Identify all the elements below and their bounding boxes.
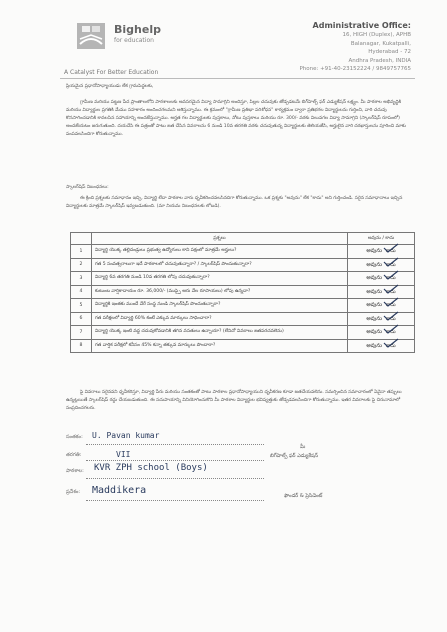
signature-value[interactable]: U. Pavan kumar (92, 431, 160, 440)
answer-no[interactable] (386, 329, 396, 336)
row-question: గత వార్షిక పరీక్షలో కనీసం 45% కన్నా తక్కువ మార్కులు పొందారా? (92, 339, 348, 353)
tick-mark-icon (383, 270, 399, 280)
row-answer[interactable] (348, 285, 415, 299)
closing-line: మీ (300, 444, 306, 450)
row-question: విద్యార్థి 6వ తరగతి నుండి 10వ తరగతి లోపు చదువుతున్నారా? (92, 272, 348, 286)
row-number: 6 (71, 312, 92, 326)
answer-yes[interactable]: అవును (366, 329, 383, 336)
tick-mark-icon (383, 257, 399, 267)
answer-no[interactable] (386, 262, 396, 269)
row-answer[interactable] (348, 299, 415, 313)
tick-mark-icon (383, 338, 399, 348)
answer-no[interactable] (386, 316, 396, 323)
answer-yes[interactable]: అవును (366, 288, 383, 295)
tick-mark-icon (383, 297, 399, 307)
table-row (71, 312, 415, 326)
place-value[interactable]: Maddikera (92, 485, 147, 496)
row-answer[interactable] (348, 245, 415, 259)
row-number: 3 (71, 272, 92, 286)
row-question: కుటుంబ వార్షికాదాయం రూ. 36,000/- (ముప్పై ఆరు వేల రూపాయలు) లోపు ఉన్నదా? (92, 285, 348, 299)
place-label: ప్రదేశం: (66, 489, 81, 495)
row-question: విద్యార్థి యొక్క తల్లిదండ్రులు ప్రభుత్వ ఉద్యోగులు కాని పక్షంలో మాత్రమే అర్హులు? (92, 245, 348, 259)
answer-no[interactable] (386, 275, 396, 282)
brand-name: Bighelp (114, 23, 161, 36)
office-phone: Phone: +91-40-23152224 / 9849757765 (299, 66, 411, 73)
tick-mark-icon (383, 243, 399, 253)
brand-tagline: A Catalyst For Better Education (64, 69, 159, 76)
answer-yes[interactable]: అవును (366, 342, 383, 349)
instructions-paragraph: ఈ క్రింది ప్రశ్నలకు సమాధానం ఇచ్చి, విద్యార్థి లేదా పాఠశాల వారు ధృవీకరించవలసినదిగా కోరుతున్నాము. ఒక ప్రశ్నకు "అవును" లేక "కాదు" అని గుర్తించండి. సరైన సమాధానాలు ఇచ్చిన విద్యార్థులకు మాత్రమే స్కాలర్‌షిప్ ఇవ్వబడుతుంది. (మా నియమ నిబంధనలకు లోబడి). (66, 196, 403, 210)
row-number: 5 (71, 299, 92, 313)
row-answer[interactable] (348, 258, 415, 272)
header-divider (60, 78, 415, 79)
declaration-paragraph: పై వివరాలు సరైనవని ధృవీకరిస్తూ, విద్యార్థి పేరు మరియు సంతకంతో పాటు పాఠశాల ప్రధానోపాధ్యాయుని ధృవీకరణ కూడా జతచేయవలెను. సమర్పించిన సమాచారంలో ఏవైనా తప్పులు ఉన్నట్లయితే స్కాలర్‌షిప్ రద్దు చేయబడుతుంది. ఈ సదుపాయాన్ని వినియోగించుకొని మీ పాఠశాల విద్యార్థుల భవిష్యత్తుకు తోడ్పడవలసిందిగా కోరుతున్నాము. ఇతర వివరాలకు పై చిరునామాలో సంప్రదించగలరు. (66, 390, 402, 412)
table-row (71, 326, 415, 340)
table-row (71, 299, 415, 313)
row-answer[interactable] (348, 326, 415, 340)
row-number: 1 (71, 245, 92, 259)
table-header-row (71, 233, 415, 245)
row-answer[interactable] (348, 339, 415, 353)
school-value[interactable]: KVR ZPH school (Boys) (94, 463, 208, 473)
answer-no[interactable] (386, 248, 396, 255)
table-row (71, 285, 415, 299)
brand-subtitle: for education (114, 37, 154, 44)
answer-no-label: కాదు (386, 261, 396, 268)
closing-org: బిగ్‌హెల్ప్ ఫర్ ఎడ్యుకేషన్ (270, 453, 319, 459)
answer-no[interactable] (386, 289, 396, 296)
row-number: 4 (71, 285, 92, 299)
office-address (299, 22, 411, 73)
table-row (71, 245, 415, 259)
school-underline (86, 478, 264, 479)
row-number: 2 (71, 258, 92, 272)
row-answer[interactable] (348, 312, 415, 326)
intro-paragraph: గ్రామీణ మరియు పట్టణ పేద ప్రాంతాలలోని పాఠశాలలకు అవసరమైన విద్యా సామాగ్రిని అందిస్తూ, పిల్లల చదువుకు తోడ్పడటమే బిగ్‌హెల్ప్ ఫర్ ఎడ్యుకేషన్ లక్ష్యం. మీ పాఠశాల అభివృద్ధికి మరియు విద్యార్థుల ప్రగతికి మేము సహకారం అందించగలమని ఆశిస్తున్నాము. ఈ క్రమంలో "గ్రామీణ ప్రతిభా పరిశోధన" కార్యక్రమం ద్వారా ప్రతిభగల విద్యార్థులను గుర్తించి, వారి చదువు కొనసాగించడానికి కావలసిన సహాయాన్ని అందజేస్తున్నాము. అర్హత గల విద్యార్థులకు పుస్తకాలు, నోటు పుస్తకాలు మరియు రూ. 300/- వరకు విలువగల విద్యా సామాగ్రిని (స్కాలర్‌షిప్ రూపంలో) అందజేయటం జరుగుతుంది. దయచేసి ఈ పత్రంతో పాటు జత చేసిన వివరాలను 6 నుండి 10వ తరగతి వరకు చదువుతున్న విద్యార్థులకు తెలియజేసి, అర్హులైన వారి దరఖాస్తులను పూరించి మాకు పంపవలసిందిగా కోరుతున్నాము. (66, 100, 406, 138)
row-number: 7 (71, 326, 92, 340)
office-line: Balanagar, Kukatpalli, (350, 40, 411, 47)
class-value[interactable]: VII (116, 450, 131, 459)
answer-no[interactable] (386, 343, 396, 350)
class-underline (86, 460, 264, 461)
row-answer[interactable] (348, 272, 415, 286)
bighelp-logo-icon (76, 22, 106, 50)
answer-no[interactable] (386, 302, 396, 309)
answer-no-label: కాదు (386, 275, 396, 282)
answer-yes[interactable]: అవును (366, 302, 383, 309)
eligibility-table (70, 232, 415, 353)
table-row (71, 258, 415, 272)
answer-yes[interactable]: అవును (366, 315, 383, 322)
table-row (71, 272, 415, 286)
answer-no-label: కాదు (386, 302, 396, 309)
answer-yes[interactable]: అవును (366, 248, 383, 255)
answer-no-label: కాదు (386, 315, 396, 322)
row-question: విద్యార్థికి ఇంతకు ముందే వేరే సంస్థ నుండి స్కాలర్‌షిప్ పొందుతున్నారా? (92, 299, 348, 313)
salutation: ప్రియమైన ప్రధానోపాధ్యాయుడు లేక గ్రామపెద్దలకు, (66, 84, 154, 89)
class-label: తరగతి: (66, 452, 82, 458)
row-question: గత పరీక్షలలో విద్యార్థి 60% కంటే ఎక్కువ మార్కులు సాధించారా? (92, 312, 348, 326)
office-line: Andhra Pradesh, INDIA (348, 57, 411, 64)
tick-mark-icon (383, 284, 399, 294)
office-line: 16, HIGH (Duplex), APHB (342, 32, 411, 39)
answer-yes[interactable]: అవును (366, 275, 383, 282)
table-row (71, 339, 415, 353)
row-question: విద్యార్థి యొక్క ఇంటి వద్ద చదువుకోవడానికి తగిన వసతులు ఉన్నాయా? (లేనిచో వివరాలు జతపరచవలెను) (92, 326, 348, 340)
answer-yes[interactable]: అవును (366, 261, 383, 268)
closing-title: ఫౌండర్ & ప్రెసిడెంట్ (284, 493, 323, 499)
row-question: గత 5 సంవత్సరాలుగా ఇదే పాఠశాలలో చదువుతున్నారా? / స్కాలర్‌షిప్ పొందుతున్నారా? (92, 258, 348, 272)
signature-underline (86, 444, 264, 445)
answer-no-label: కాదు (386, 329, 396, 336)
row-number: 8 (71, 339, 92, 353)
answer-no-label: కాదు (386, 248, 396, 255)
office-line: Hyderabad - 72 (368, 49, 411, 56)
place-underline (86, 500, 264, 501)
tick-mark-icon (383, 311, 399, 321)
answer-no-label: కాదు (386, 342, 396, 349)
answer-no-label: కాదు (386, 288, 396, 295)
header-answer: అవును / కాదు (348, 233, 415, 245)
signature-label: సంతకం: (66, 434, 83, 440)
office-title: Administrative Office: (312, 21, 411, 30)
school-label: పాఠశాల: (66, 468, 84, 474)
subject-line: స్కాలర్‌షిప్ నిబంధనలు: (66, 185, 109, 190)
header-number (71, 233, 92, 245)
tick-mark-icon (383, 324, 399, 334)
header-question: ప్రశ్నలు (92, 233, 348, 245)
